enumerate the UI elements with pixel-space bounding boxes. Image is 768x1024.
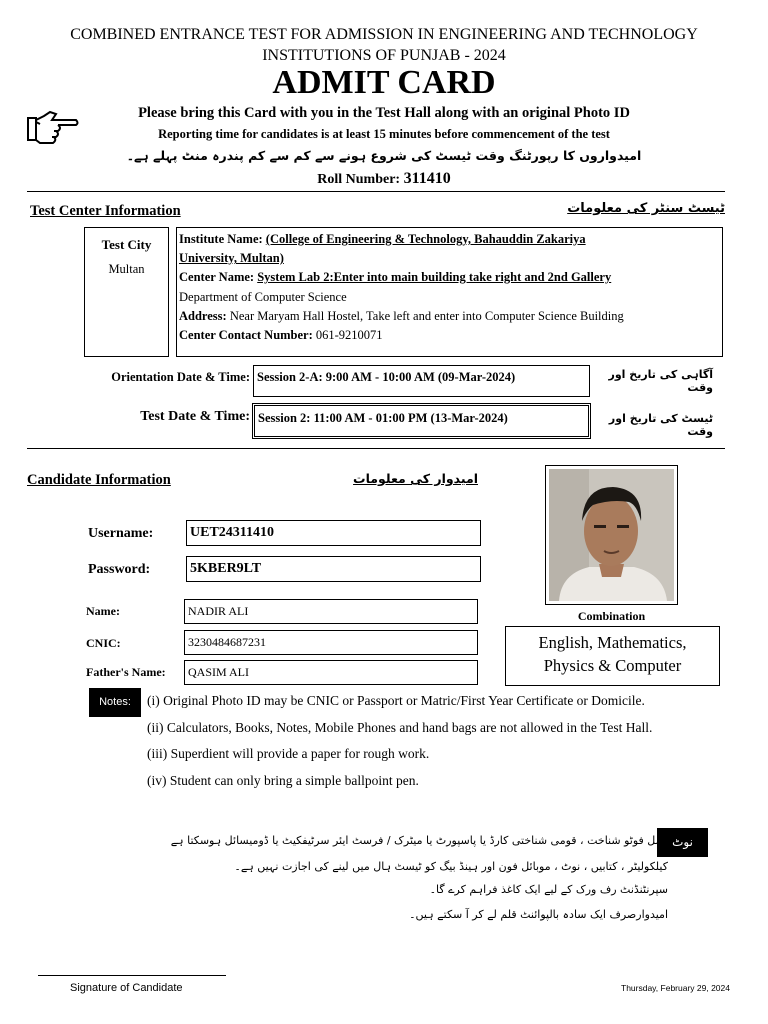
combination-box [505, 626, 720, 686]
reporting-time: Reporting time for candidates is at least 15 minutes before commencement of the test [158, 127, 610, 141]
password-field: 5KBER9LT [186, 556, 481, 582]
note-item: (ii) Calculators, Books, Notes, Mobile Phones and hand bags are not allowed in the Test Hall. [147, 720, 653, 735]
urdu-notes-badge: نوٹ [657, 828, 708, 857]
exam-title-line2: INSTITUTIONS OF PUNJAB - 2024 [262, 47, 506, 64]
contact-value: 061-9210071 [315, 328, 383, 343]
candidate-photo [545, 465, 678, 605]
institute-value-2: University, Multan) [179, 251, 284, 266]
candidate-heading-urdu: امیدوار کی معلومات [353, 471, 478, 486]
note-item: (iii) Superdient will provide a paper for rough work. [147, 746, 430, 761]
test-center-heading-urdu: ٹیسٹ سنٹر کی معلومات [567, 201, 725, 216]
divider [27, 191, 725, 192]
name-field: NADIR ALI [184, 599, 478, 624]
contact-label: Center Contact Number: [179, 328, 313, 343]
name-label: Name: [86, 604, 120, 618]
test-city-box [84, 227, 169, 357]
address-label: Address: [179, 308, 227, 323]
test-date-label: Test Date & Time: [140, 409, 250, 424]
father-name-label: Father's Name: [86, 665, 166, 679]
notes-badge: Notes: [89, 688, 141, 717]
divider [27, 448, 725, 449]
cnic-label: CNIC: [86, 636, 121, 650]
admit-card-title: ADMIT CARD [272, 64, 496, 101]
test-center-heading: Test Center Information [30, 203, 181, 219]
username-label: Username: [88, 526, 154, 541]
institute-box [176, 227, 723, 357]
father-name-field: QASIM ALI [184, 660, 478, 685]
roll-number-value: 311410 [403, 170, 451, 187]
candidate-heading: Candidate Information [27, 472, 171, 488]
orientation-label: Orientation Date & Time: [111, 370, 250, 384]
orientation-value: Session 2-A: 9:00 AM - 10:00 AM (09-Mar-2024) [253, 365, 590, 397]
print-date: Thursday, February 29, 2024 [621, 983, 730, 993]
reporting-time-urdu: امیدواروں کا رپورٹنگ وقت ٹیسٹ کی شروع ہونے سے کم سے کم پندرہ منٹ پہلے ہے۔ [126, 148, 642, 163]
signature-line [38, 975, 226, 976]
urdu-note-item: امیدوارصرف ایک سادہ بالپوائنٹ قلم لے کر آ سکتے ہیں۔ [409, 908, 668, 921]
roll-number [0, 170, 768, 188]
test-city-label: Test City [101, 237, 152, 252]
test-date-urdu: ٹیسٹ کی تاریخ اور وقت [608, 412, 713, 438]
urdu-note-item: کیلکولیٹر ، کتابیں ، نوٹ ، موبائل فون اور ہینڈ بیگ کو ٹیسٹ ہال میں لینے کی اجازت نہیں ہے۔ [234, 860, 668, 873]
photo-id-instruction: Please bring this Card with you in the Test Hall along with an original Photo ID [138, 105, 630, 121]
roll-number-label: Roll Number: [317, 172, 401, 187]
note-item: (iv) Student can only bring a simple ballpoint pen. [147, 773, 419, 788]
combination-line2: Physics & Computer [543, 656, 682, 675]
username-field: UET24311410 [186, 520, 481, 546]
note-item: (i) Original Photo ID may be CNIC or Passport or Matric/First Year Certificate or Domicile. [147, 693, 645, 708]
password-label: Password: [88, 562, 151, 577]
exam-title-line1: COMBINED ENTRANCE TEST FOR ADMISSION IN ENGINEERING AND TECHNOLOGY [70, 26, 698, 43]
center-label: Center Name: [179, 270, 255, 285]
signature-label: Signature of Candidate [70, 982, 183, 994]
combination-line1: English, Mathematics, [538, 633, 687, 652]
orientation-urdu: آگاہی کی تاریخ اور وقت [608, 368, 713, 394]
urdu-note-item: اصل فوٹو شناخت ، قومی شناختی کارڈ یا پاسپورٹ یا میٹرک / فرسٹ ایئر سرٹیفکیٹ یا ڈومیسائل ہوسکتا ہے [170, 834, 668, 847]
cnic-field: 3230484687231 [184, 630, 478, 655]
combination-label: Combination [577, 609, 646, 623]
urdu-note-item: سپرنٹنڈنٹ رف ورک کے لیے ایک کاغذ فراہم کرے گا۔ [429, 883, 668, 896]
center-value: System Lab 2:Enter into main building take right and 2nd Gallery [257, 270, 612, 285]
test-date-value: Session 2: 11:00 AM - 01:00 PM (13-Mar-2024) [252, 403, 591, 439]
institute-value-1: (College of Engineering & Technology, Bahauddin Zakariya [265, 232, 586, 246]
department: Department of Computer Science [179, 289, 347, 304]
test-city-value: Multan [108, 262, 145, 276]
address-value: Near Maryam Hall Hostel, Take left and enter into Computer Science Building [229, 308, 624, 323]
institute-label: Institute Name: [179, 232, 263, 246]
